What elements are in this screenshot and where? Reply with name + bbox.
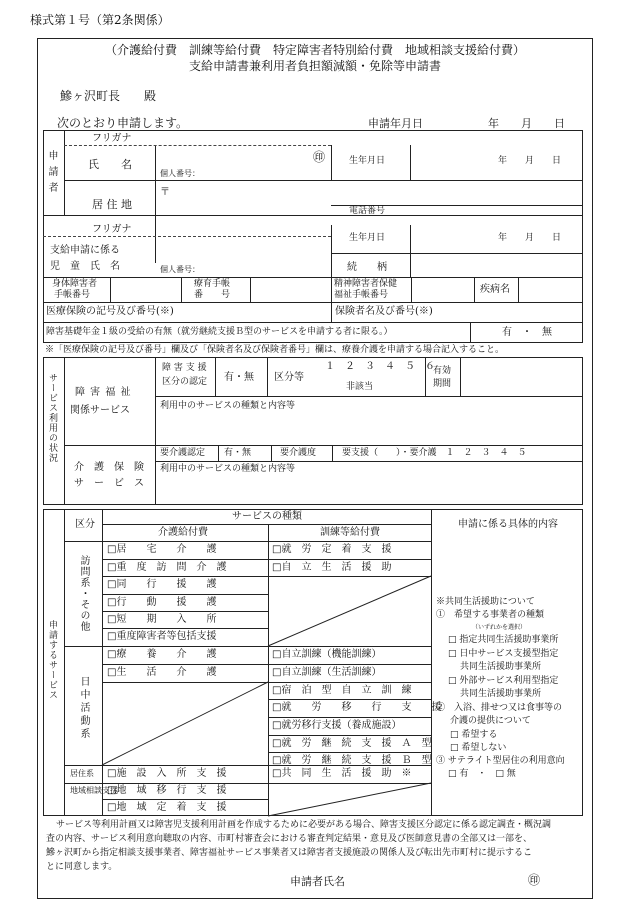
rehab-handbook-label-line2: 番 号 [194, 290, 231, 300]
insurer-label: 保険者名及び番号(※) [335, 306, 433, 317]
welfare-services-label-line1: 障 害 福 祉 [75, 387, 132, 398]
applicant-seal: ㊞ [313, 150, 326, 164]
category-header: 区分 [75, 519, 95, 530]
support-cert-label-line1: 障 害 支 援 [162, 363, 207, 373]
applicant-birth-value[interactable]: 年 月 日 [498, 156, 562, 166]
support-levels[interactable]: １ ２ ３ ４ ５ ６ [325, 361, 435, 372]
consent-line1: サービス等利用計画又は障害児支援利用計画を作成するために必要がある場合、障害支援区分認定に係る認定調査・概況調 [56, 820, 552, 830]
consent-line3: 鰺ヶ沢町から指定相談支援事業者、障害福祉サービス事業者又は障害者支援施設の関係人及び転出先市町村に提示するこ [46, 848, 533, 858]
group-home-option-external-a[interactable]: □ 外部サービス利用型指定 [448, 676, 559, 686]
child-birth-value[interactable]: 年 月 日 [498, 233, 562, 243]
intro-text: 次のとおり申請します。 [57, 116, 189, 130]
child-my-number-label: 個人番号： [160, 265, 200, 274]
support-cert-yes-no[interactable]: 有・無 [224, 372, 254, 383]
group-daytime-label: 日中活動系 [78, 676, 89, 741]
service-option-community-transition[interactable]: □地 域 移 行 支 援 [107, 785, 227, 796]
care-services-in-use-label: 利用中のサービスの種類と内容等 [160, 464, 296, 474]
child-name-label-line2: 児 童 氏 名 [50, 261, 120, 272]
applicant-birth-label: 生年月日 [349, 156, 386, 166]
postal-mark: 〒 [160, 187, 170, 198]
service-option-behavior-support[interactable]: □行 動 援 護 [107, 597, 217, 608]
group-home-option-external-b: 共同生活援助事業所 [460, 689, 542, 699]
care-insurance-label-line1: 介 護 保 険 [74, 462, 144, 473]
rehab-handbook-label-line1: 療育手帳 [194, 279, 231, 289]
group-home-q3-choice[interactable]: □ 有 ・ □ 無 [448, 769, 516, 779]
group-home-q3: ③ サテライト型居住の利用意向 [436, 756, 565, 766]
applicant-furigana-label: フリガナ [92, 133, 132, 144]
service-option-severe-visit-care[interactable]: □重 度 訪 問 介 護 [107, 562, 227, 573]
child-furigana-label: フリガナ [92, 224, 132, 235]
training-benefit-header: 訓練等給付費 [320, 527, 380, 538]
applicant-section-label: 申請者 [46, 150, 57, 198]
consent-line4: とに同意します。 [46, 862, 118, 872]
service-option-continued-employment-a[interactable]: □就 労 継 続 支 援 Ａ 型 [272, 738, 432, 749]
care-benefit-header: 介護給付費 [158, 527, 208, 538]
child-relation-label: 続 柄 [347, 262, 387, 273]
service-option-employment-retention[interactable]: □就 労 定 着 支 援 [272, 544, 392, 555]
group-residential-label: 居住系 [70, 769, 94, 778]
child-birth-label: 生年月日 [349, 233, 386, 243]
form-title-line2: 支給申請書兼利用者負担額減額・免除等申請書 [188, 59, 441, 73]
applicant-phone-label: 電話番号 [349, 206, 386, 216]
valid-period-label-line2: 期間 [433, 379, 452, 389]
valid-period-label-line1: 有効 [433, 366, 452, 376]
service-option-community-settlement[interactable]: □地 域 定 着 支 援 [107, 802, 227, 813]
service-option-functional-training[interactable]: □自立訓練（機能訓練） [272, 649, 382, 660]
applicant-name-label: 氏 名 [88, 158, 132, 171]
level-label: 区分等 [274, 372, 304, 383]
service-option-continued-employment-b[interactable]: □就 労 継 続 支 援 Ｂ 型 [272, 755, 432, 766]
group-home-q2-line2: 介護の提供について [450, 716, 531, 726]
mental-handbook-label-line2: 福祉手帳番号 [334, 290, 389, 300]
pension-label: 障害基礎年金１級の受給の有無（就労継続支援Ｂ型のサービスを申請する者に限る。） [46, 327, 393, 337]
group-home-option-daytime-a[interactable]: □ 日中サービス支援型指定 [448, 649, 559, 659]
service-option-short-stay[interactable]: □短 期 入 所 [107, 614, 217, 625]
pension-choice[interactable]: 有 ・ 無 [502, 327, 552, 338]
group-home-q1: ① 希望する事業者の種類 [436, 610, 545, 620]
welfare-services-label-line2: 関係サービス [70, 405, 130, 416]
service-option-home-care[interactable]: □居 宅 介 護 [107, 544, 217, 555]
care-cert-label: 要介護認定 [160, 448, 206, 458]
signature-seal: ㊞ [528, 873, 541, 887]
not-applicable[interactable]: 非該当 [346, 382, 374, 392]
services-section-label: 申請するサービス [47, 620, 57, 700]
group-home-option-designated[interactable]: □ 指定共同生活援助事業所 [448, 635, 559, 645]
addressee: 鰺ヶ沢町長 殿 [60, 89, 157, 103]
service-option-life-care[interactable]: □生 活 介 護 [107, 667, 217, 678]
service-option-medical-care[interactable]: □療 養 介 護 [107, 649, 217, 660]
care-cert-yes-no[interactable]: 有・無 [224, 448, 252, 458]
form-title-line1: （介護給付費 訓練等給付費 特定障害者特別給付費 地域相談支援給付費） [104, 43, 525, 57]
insurance-footnote: ※「医療保険の記号及び番号」欄及び「保険者名及び保険者番号」欄は、療養介護を申請する場合記入すること。 [45, 345, 505, 355]
service-option-employment-transition-school[interactable]: □就労移行支援（養成施設） [272, 720, 402, 731]
service-option-comprehensive-support[interactable]: □重度障害者等包括支援 [107, 631, 217, 642]
group-visit-label: 訪問系・その他 [78, 555, 89, 632]
support-cert-label-line2: 区分の認定 [162, 377, 208, 387]
applicant-address-label: 居 住 地 [92, 198, 132, 211]
disease-label: 疾病名 [480, 284, 510, 295]
medical-insurance-label: 医療保険の記号及び番号(※) [46, 306, 174, 317]
group-home-q1-hint: （いずれかを選択） [472, 624, 527, 631]
service-option-independent-living[interactable]: □自 立 生 活 援 助 [272, 562, 392, 573]
application-date-value[interactable]: 年 月 日 [488, 117, 565, 130]
group-community-label-a: 地域相談支援 [70, 786, 118, 795]
details-header: 申請に係る具体的内容 [458, 519, 558, 530]
mental-handbook-label-line1: 精神障害者保健 [334, 279, 398, 289]
service-option-life-training[interactable]: □自立訓練（生活訓練） [272, 667, 382, 678]
group-home-option-daytime-b: 共同生活援助事業所 [460, 662, 542, 672]
care-degree-label: 要介護度 [280, 448, 317, 458]
physical-handbook-label-line1: 身体障害者 [52, 279, 98, 289]
welfare-services-in-use-label: 利用中のサービスの種類と内容等 [160, 401, 296, 411]
service-option-employment-transition[interactable]: □就 労 移 行 支 援 [272, 702, 442, 713]
group-home-q2-yes[interactable]: □ 希望する [450, 730, 498, 740]
applicant-my-number-label: 個人番号： [160, 169, 200, 178]
form-number: 様式第１号（第2条関係） [30, 13, 170, 27]
application-date-label: 申請年月日 [368, 117, 423, 130]
service-usage-section-label: サービス利用の状況 [47, 373, 57, 463]
group-home-q2-line1: ② 入浴、排せつ又は食事等の [436, 703, 563, 713]
consent-line2: 査の内容、サービス利用意向聴取の内容、市町村審査会における審査判定結果・意見及び医師意見書の全部又は一部を、 [46, 834, 533, 844]
service-option-accompaniment[interactable]: □同 行 援 護 [107, 579, 217, 590]
group-home-notes-title: ※共同生活援助について [436, 597, 535, 607]
child-name-label-line1: 支給申請に係る [50, 245, 120, 256]
service-option-facility-admission[interactable]: □施 設 入 所 支 援 [107, 768, 227, 779]
physical-handbook-label-line2: 手帳番号 [54, 290, 91, 300]
care-support-levels[interactable]: 要支援（ ）・要介護 １ ２ ３ ４ ５ [342, 448, 527, 458]
care-insurance-label-line2: サ ー ビ ス [74, 478, 144, 489]
group-home-q2-no[interactable]: □ 希望しない [450, 743, 507, 753]
service-option-group-home[interactable]: □共 同 生 活 援 助 ※ [272, 768, 412, 779]
signature-label: 申請者氏名 [290, 875, 345, 888]
service-type-header: サービスの種類 [232, 511, 302, 522]
service-option-residential-training[interactable]: □宿 泊 型 自 立 訓 練 [272, 685, 412, 696]
